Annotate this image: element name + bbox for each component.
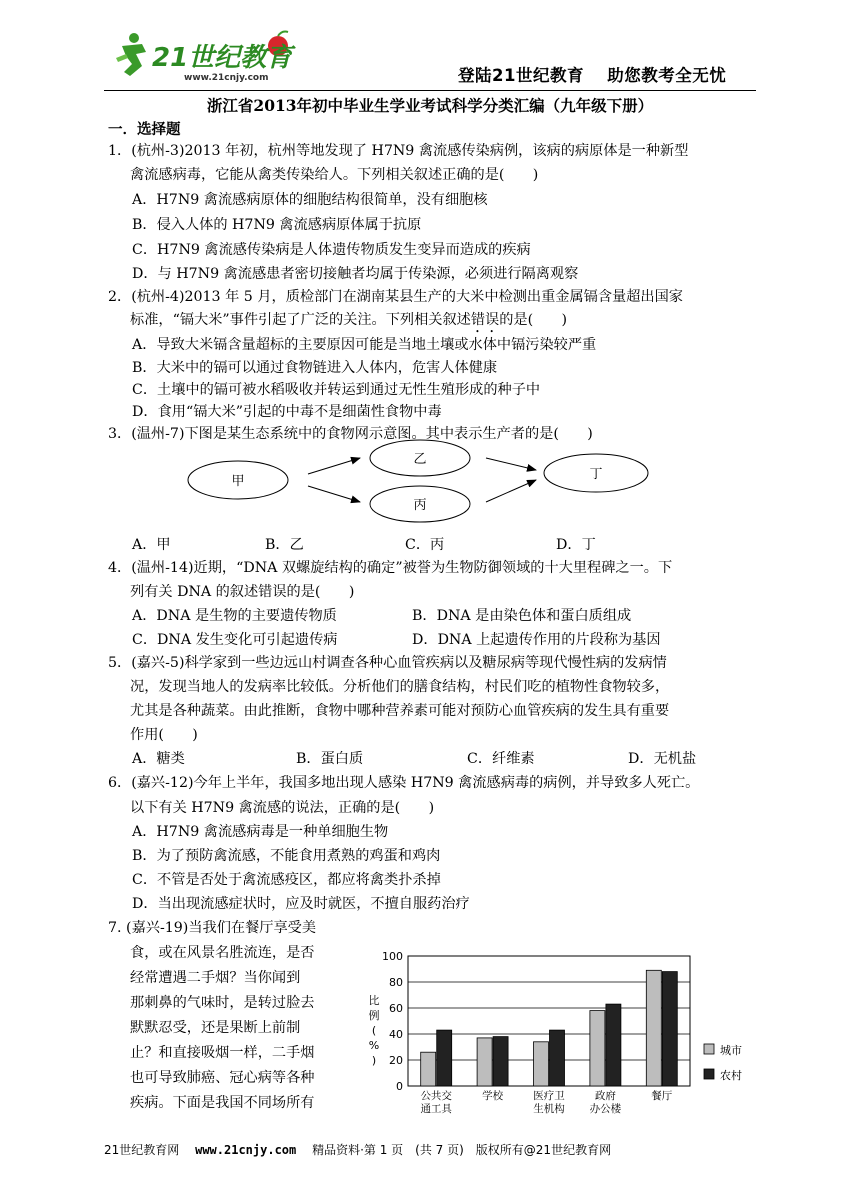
logo-text: 21世纪教育 <box>152 43 293 73</box>
q5-stem-1: 5．(嘉兴-5)科学家到一些边远山村调查各种心血管疾病以及糖尿病等现代慢性病的发病情 <box>108 655 667 671</box>
x-tick-label: 通工具 <box>420 1103 452 1115</box>
site-logo <box>112 30 302 86</box>
x-tick-label: 公共交 <box>420 1090 452 1102</box>
food-web-diagram <box>180 438 680 530</box>
q7-line-7: 也可导致肺癌、冠心病等各种 <box>130 1070 315 1086</box>
x-tick-label: 生机构 <box>533 1103 565 1115</box>
legend-swatch-农村 <box>704 1069 714 1079</box>
q1-option-c: C．H7N9 禽流感传染病是人体遗传物质发生变异而造成的疾病 <box>132 242 531 258</box>
q5-option-a: A．糖类 <box>132 751 185 767</box>
q1-option-d: D．与 H7N9 禽流感患者密切接触者均属于传染源，必须进行隔离观察 <box>132 266 579 282</box>
arrow-yi-ding <box>486 458 536 470</box>
q3-option-d: D．丁 <box>556 537 596 553</box>
q5-option-d: D．无机盐 <box>628 751 697 767</box>
bar-城市-4 <box>646 970 661 1086</box>
q4-option-a: A．DNA 是生物的主要遗传物质 <box>132 608 337 624</box>
node-ding-label: 丁 <box>589 467 603 482</box>
footer-site: 21世纪教育网 <box>104 1143 180 1157</box>
bar-农村-4 <box>662 972 677 1086</box>
q7-line-3: 经常遭遇二手烟？当你闻到 <box>130 970 301 986</box>
q7-line-2: 食，或在风景名胜流连，是否 <box>130 945 315 961</box>
x-tick-label: 办公楼 <box>589 1103 622 1115</box>
arrow-jia-bing <box>308 486 360 502</box>
y-tick-label: 60 <box>389 1002 403 1015</box>
q5-stem-3: 尤其是各种蔬菜。由此推断，食物中哪种营养素可能对预防心血管疾病的发生具有重要 <box>130 703 670 719</box>
q2-option-a: A．导致大米镉含量超标的主要原因可能是当地土壤或水体中镉污染较严重 <box>132 337 597 353</box>
x-tick-label: 医疗卫 <box>533 1090 565 1102</box>
q1-stem-2: 禽流感病毒，它能从禽类传染给人。下列相关叙述正确的是( ) <box>130 167 539 183</box>
q4-option-b: B．DNA 是由染色体和蛋白质组成 <box>412 608 632 624</box>
q6-option-a: A．H7N9 禽流感病毒是一种单细胞生物 <box>132 824 389 840</box>
q7-line-6: 止？和直接吸烟一样，二手烟 <box>130 1045 315 1061</box>
q1-option-b: B．侵入人体的 H7N9 禽流感病原体属于抗原 <box>132 217 422 233</box>
q2-option-b: B．大米中的镉可以通过食物链进入人体内，危害人体健康 <box>132 360 498 376</box>
legend-swatch-城市 <box>704 1044 714 1054</box>
q6-stem-1: 6．(嘉兴-12)今年上半年，我国多地出现人感染 H7N9 禽流感病毒的病例，并导致多人死亡。 <box>108 775 700 791</box>
page-title: 浙江省2013年初中毕业生学业考试科学分类汇编（九年级下册） <box>206 96 654 115</box>
q2-stem-2: 标准，“镉大米”事件引起了广泛的关注。下列相关叙述错误的是( ) <box>130 312 568 328</box>
y-axis-label: 比例( % ) <box>368 994 380 1067</box>
q4-stem-2: 列有关 DNA 的叙述错误的是( ) <box>130 584 355 600</box>
q2-option-d: D．食用“镉大米”引起的中毒不是细菌性食物中毒 <box>132 404 442 420</box>
logo-url: www.21cnjy.com <box>184 73 269 83</box>
secondhand-smoke-bar-chart <box>350 940 790 1125</box>
q4-option-c: C．DNA 发生变化可引起遗传病 <box>132 632 338 648</box>
bar-城市-3 <box>590 1011 605 1086</box>
q4-stem-1: 4．(温州-14)近期，“DNA 双螺旋结构的确定”被誉为生物防御领域的十大里程碑之一。下 <box>108 560 673 576</box>
y-tick-label: 40 <box>389 1028 403 1041</box>
q3-option-a: A．甲 <box>132 537 171 553</box>
arrow-jia-yi <box>308 458 360 474</box>
q7-line-5: 默默忍受，还是果断上前制 <box>130 1020 301 1036</box>
bar-城市-0 <box>421 1052 436 1086</box>
q3-option-b: B．乙 <box>265 537 304 553</box>
q3-stem-1: 3．(温州-7)下图是某生态系统中的食物网示意图。其中表示生产者的是( ) <box>108 426 593 442</box>
q3-option-c: C．丙 <box>405 537 445 553</box>
q2-emphasis-word: 错误 <box>470 312 500 328</box>
q6-option-d: D．当出现流感症状时，应及时就医，不擅自服药治疗 <box>132 896 470 912</box>
y-tick-label: 20 <box>389 1054 403 1067</box>
q2-option-c: C．土壤中的镉可被水稻吸收并转运到通过无性生殖形成的种子中 <box>132 382 541 398</box>
q6-option-b: B．为了预防禽流感，不能食用煮熟的鸡蛋和鸡肉 <box>132 848 441 864</box>
q7-line-4: 那刺鼻的气味时，是转过脸去 <box>130 995 315 1011</box>
bar-农村-3 <box>606 1004 621 1086</box>
running-figure-icon <box>116 33 146 76</box>
header-slogan: 登陆21世纪教育 助您教考全无忧 <box>458 66 727 85</box>
node-bing-label: 丙 <box>413 498 427 513</box>
legend-label-农村: 农村 <box>720 1069 742 1082</box>
y-tick-label: 0 <box>396 1080 403 1093</box>
q7-line-1: 7. (嘉兴-19)当我们在餐厅享受美 <box>108 920 317 936</box>
legend-label-城市: 城市 <box>720 1044 742 1057</box>
arrow-bing-ding <box>486 480 536 502</box>
x-tick-label: 政府 <box>594 1090 616 1102</box>
q7-line-8: 疾病。下面是我国不同场所有 <box>130 1095 315 1111</box>
q5-option-b: B．蛋白质 <box>296 751 364 767</box>
bar-农村-1 <box>493 1037 508 1086</box>
x-tick-label: 餐厅 <box>651 1090 673 1102</box>
y-tick-label: 80 <box>389 976 403 989</box>
node-jia-label: 甲 <box>231 474 245 489</box>
q5-stem-4: 作用( ) <box>130 727 198 743</box>
q2-stem-1: 2．(杭州-4)2013 年 5 月，质检部门在湖南某县生产的大米中检测出重金属镉含量超出国家 <box>108 289 683 305</box>
footer-url: www.21cnjy.com <box>195 1143 297 1157</box>
y-tick-label: 100 <box>382 950 403 963</box>
q4-option-d: D．DNA 上起遗传作用的片段称为基因 <box>412 632 661 648</box>
bar-城市-1 <box>477 1038 492 1086</box>
footer-rest: 精品资料·第 1 页 (共 7 页) 版权所有@21世纪教育网 <box>312 1143 612 1157</box>
bar-城市-2 <box>534 1042 549 1086</box>
q6-stem-2: 以下有关 H7N9 禽流感的说法，正确的是( ) <box>130 800 435 816</box>
x-tick-label: 学校 <box>482 1090 504 1102</box>
q6-option-c: C．不管是否处于禽流感疫区，都应将禽类扑杀掉 <box>132 872 441 888</box>
q1-stem-1: 1．(杭州-3)2013 年初，杭州等地发现了 H7N9 禽流感传染病例，该病的病原体是一种新型 <box>108 143 689 159</box>
section-heading: 一．选择题 <box>108 121 181 138</box>
bar-农村-0 <box>437 1030 452 1086</box>
page-footer <box>104 1141 611 1158</box>
q5-stem-2: 况，发现当地人的发病率比较低。分析他们的膳食结构，村民们吃的植物性食物较多， <box>130 679 670 695</box>
q1-option-a: A．H7N9 禽流感病原体的细胞结构很简单，没有细胞核 <box>132 192 488 208</box>
bar-农村-2 <box>550 1030 565 1086</box>
q5-option-c: C．纤维素 <box>467 751 535 767</box>
header-divider <box>104 90 756 91</box>
node-yi-label: 乙 <box>413 452 427 467</box>
